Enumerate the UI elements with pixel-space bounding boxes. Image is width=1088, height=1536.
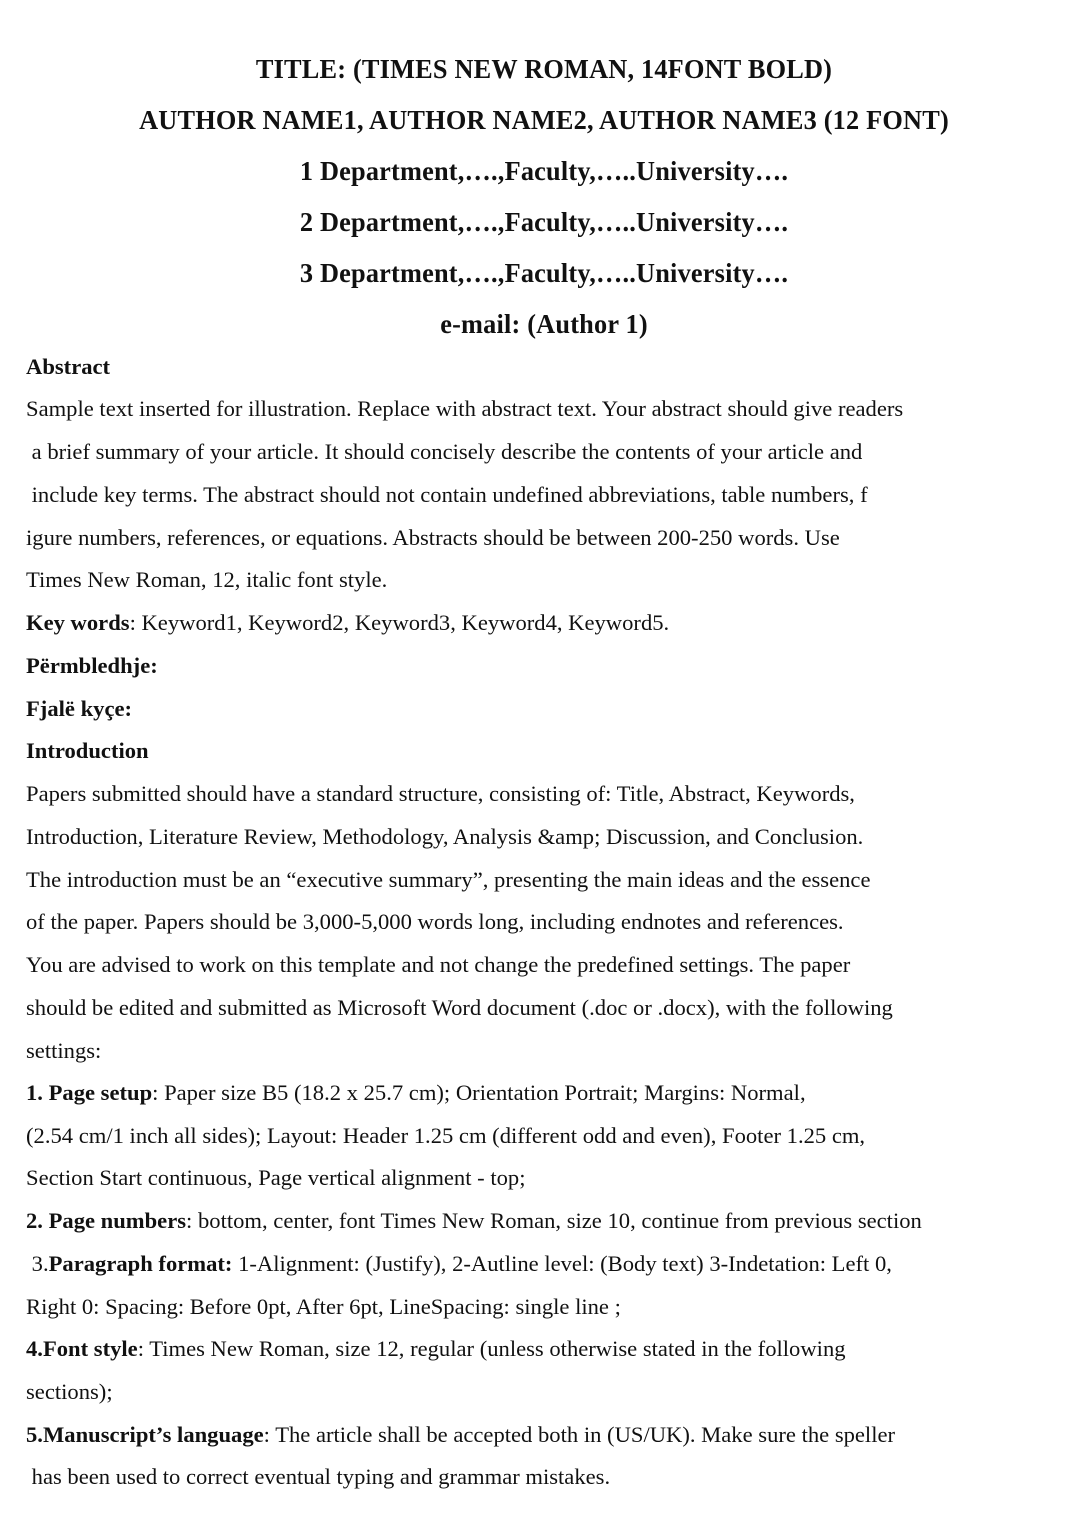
paper-title: TITLE: (TIMES NEW ROMAN, 14FONT BOLD) bbox=[255, 54, 833, 84]
language-line bbox=[26, 1424, 895, 1447]
author-email: e-mail: (Author 1) bbox=[440, 309, 648, 339]
abstract-line: Times New Roman, 12, italic font style. bbox=[26, 567, 388, 592]
page-setup-line: Section Start continuous, Page vertical alignment - top; bbox=[26, 1165, 526, 1190]
abstract-line: include key terms. The abstract should not contain undefined abbreviations, table numbers, f bbox=[26, 482, 868, 507]
affiliation-3: 3 Department,….,Faculty,…..University…. bbox=[299, 258, 789, 288]
abstract-heading: Abstract bbox=[26, 354, 111, 379]
introduction-line: of the paper. Papers should be 3,000-5,000 words long, including endnotes and references. bbox=[26, 909, 844, 934]
introduction-line: Introduction, Literature Review, Methodology, Analysis &amp; Discussion, and Conclusion. bbox=[26, 824, 864, 849]
page-numbers-text: : bottom, center, font Times New Roman, size 10, continue from previous section bbox=[186, 1208, 922, 1233]
abstract-line: igure numbers, references, or equations. Abstracts should be between 200-250 words. Use bbox=[26, 525, 840, 550]
introduction-line: The introduction must be an “executive summary”, presenting the main ideas and the essence bbox=[26, 867, 871, 892]
keywords-line bbox=[26, 612, 669, 635]
affiliation-1: 1 Department,….,Faculty,…..University…. bbox=[299, 156, 789, 186]
paragraph-format-prefix: 3. bbox=[26, 1251, 49, 1276]
page-setup-label: 1. Page setup bbox=[26, 1080, 153, 1105]
page-setup-text: : Paper size B5 (18.2 x 25.7 cm); Orientation Portrait; Margins: Normal, bbox=[152, 1080, 806, 1105]
page-numbers-label: 2. Page numbers bbox=[26, 1208, 187, 1233]
permbledhje-heading: Përmbledhje: bbox=[26, 653, 158, 678]
keywords-text: : Keyword1, Keyword2, Keyword3, Keyword4, Keyword5. bbox=[129, 610, 670, 635]
introduction-line: should be edited and submitted as Microsoft Word document (.doc or .docx), with the following bbox=[26, 995, 893, 1020]
introduction-line: settings: bbox=[26, 1038, 102, 1063]
page-setup-line: (2.54 cm/1 inch all sides); Layout: Header 1.25 cm (different odd and even), Footer 1.25 cm, bbox=[26, 1123, 866, 1148]
page-setup-line bbox=[26, 1082, 806, 1105]
keywords-label: Key words bbox=[26, 610, 130, 635]
font-style-line bbox=[26, 1338, 846, 1361]
introduction-line: Papers submitted should have a standard structure, consisting of: Title, Abstract, Keywords, bbox=[26, 781, 855, 806]
abstract-line: Sample text inserted for illustration. Replace with abstract text. Your abstract should give readers bbox=[26, 396, 904, 421]
introduction-heading: Introduction bbox=[26, 738, 149, 763]
paragraph-format-line bbox=[26, 1253, 892, 1276]
font-style-label: 4.Font style bbox=[26, 1336, 138, 1361]
paragraph-format-text: 1-Alignment: (Justify), 2-Autline level: (Body text) 3-Indetation: Left 0, bbox=[232, 1251, 892, 1276]
abstract-line: a brief summary of your article. It should concisely describe the contents of your article and bbox=[26, 439, 863, 464]
font-style-line: sections); bbox=[26, 1379, 113, 1404]
language-text: : The article shall be accepted both in (US/UK). Make sure the speller bbox=[263, 1422, 896, 1447]
page-numbers-line bbox=[26, 1210, 922, 1233]
language-line: has been used to correct eventual typing and grammar mistakes. bbox=[26, 1464, 611, 1489]
paragraph-format-line: Right 0: Spacing: Before 0pt, After 6pt, LineSpacing: single line ; bbox=[26, 1294, 621, 1319]
language-label: 5.Manuscript’s language bbox=[26, 1422, 264, 1447]
affiliation-2: 2 Department,….,Faculty,…..University…. bbox=[299, 207, 789, 237]
font-style-text: : Times New Roman, size 12, regular (unless otherwise stated in the following bbox=[137, 1336, 846, 1361]
author-names: AUTHOR NAME1, AUTHOR NAME2, AUTHOR NAME3 (12 FONT) bbox=[139, 105, 949, 135]
fjale-kyce-heading: Fjalë kyçe: bbox=[26, 696, 133, 721]
introduction-line: You are advised to work on this template and not change the predefined settings. The paper bbox=[26, 952, 851, 977]
paragraph-format-label: Paragraph format: bbox=[48, 1251, 233, 1276]
